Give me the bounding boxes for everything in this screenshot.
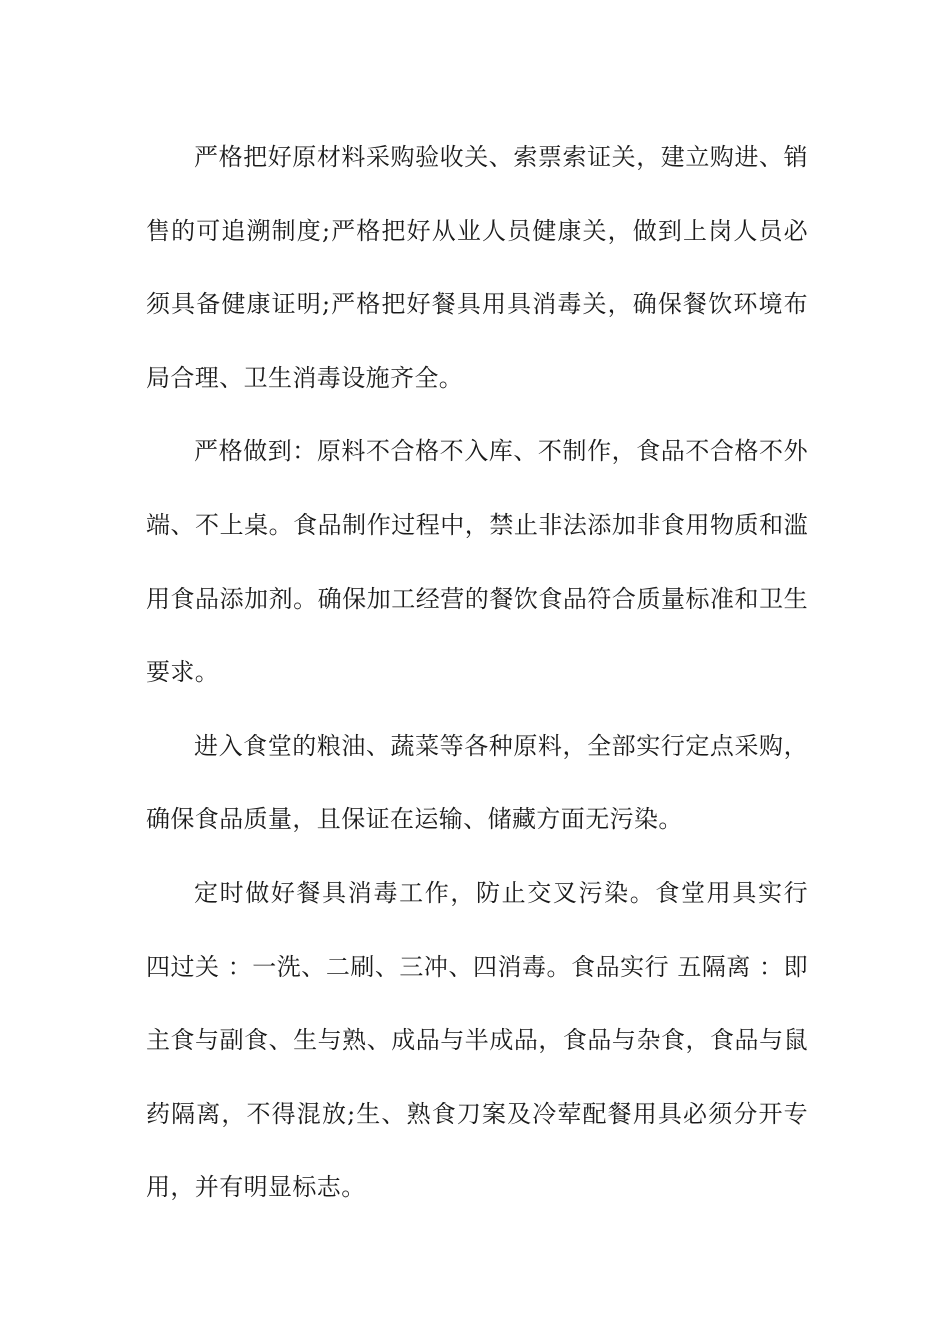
document-body [146,121,808,1225]
paragraph-quality-requirements: 严格做到：原料不合格不入库、不制作，食品不合格不外端、不上桌。食品制作过程中，禁止非法添加非食用物质和滥用食品添加剂。确保加工经营的餐饮食品符合质量标准和卫生要求。 [146,437,808,687]
paragraph-procurement-checks: 严格把好原材料采购验收关、索票索证关，建立购进、销售的可追溯制度;严格把好从业人员健康关，做到上岗人员必须具备健康证明;严格把好餐具用具消毒关，确保餐饮环境布局合理、卫生消毒设施齐全。 [146,143,808,392]
paragraph-disinfection-isolation: 定时做好餐具消毒工作，防止交叉污染。食堂用具实行 四过关 ：一洗、二刷、三冲、四消毒。食品实行 五隔离 ：即主食与副食、生与熟、成品与半成品，食品与杂食，食品与鼠药隔离，不得混放;生、熟食刀案及冷荤配餐用具必须分开专用，并有明显标志。 [146,878,808,1202]
paragraph-designated-purchasing: 进入食堂的粮油、蔬菜等各种原料，全部实行定点采购，确保食品质量，且保证在运输、储藏方面无污染。 [146,731,808,834]
